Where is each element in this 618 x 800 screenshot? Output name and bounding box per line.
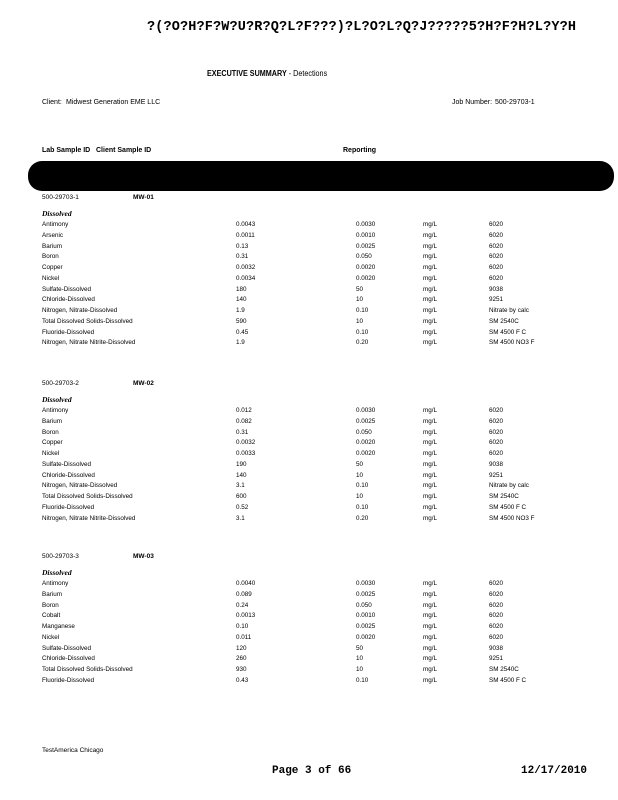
analyte-cell: Nitrogen, Nitrate Nitrite-Dissolved — [42, 514, 136, 522]
sample-group-label: Dissolved — [42, 209, 72, 218]
result-cell: 0.0032 — [236, 439, 256, 447]
result-cell: 0.0011 — [236, 231, 255, 239]
units-cell: mg/L — [423, 503, 437, 511]
client-name: Midwest Generation EME LLC — [66, 99, 161, 106]
analyte-cell: Manganese — [42, 623, 75, 630]
table-row — [0, 601, 618, 612]
units-cell: mg/L — [423, 439, 437, 447]
result-cell: 260 — [236, 655, 247, 663]
units-cell: mg/L — [423, 339, 437, 347]
reporting-limit-cell: 0.050 — [356, 253, 372, 261]
analyte-cell: Nickel — [42, 274, 60, 282]
method-cell: 6020 — [489, 633, 504, 641]
reporting-limit-cell: 0.0020 — [356, 274, 376, 282]
analyte-cell: Nitrogen, Nitrate Nitrite-Dissolved — [42, 339, 136, 347]
method-cell: SM 4500 NO3 F — [489, 514, 535, 522]
analyte-cell: Antimony — [42, 221, 69, 228]
result-cell: 0.24 — [236, 601, 249, 609]
table-row — [0, 274, 618, 285]
result-cell: 0.31 — [236, 428, 249, 436]
table-row — [0, 417, 618, 428]
method-cell: Nitrate by calc — [489, 307, 529, 314]
analyte-cell: Cobalt — [42, 612, 61, 620]
units-cell: mg/L — [423, 328, 437, 336]
sample-lab-id: 500-29703-3 — [42, 553, 79, 560]
table-row — [0, 471, 618, 482]
units-cell: mg/L — [423, 601, 437, 609]
method-cell: SM 4500 NO3 F — [489, 339, 535, 347]
table-row — [0, 242, 618, 253]
units-cell: mg/L — [423, 623, 437, 630]
table-row — [0, 503, 618, 514]
result-cell: 0.011 — [236, 633, 252, 641]
method-cell: 6020 — [489, 439, 504, 447]
reporting-limit-cell: 0.0025 — [356, 417, 376, 425]
result-cell: 930 — [236, 666, 247, 673]
client-label: Client: — [42, 99, 62, 106]
analyte-cell: Boron — [42, 428, 59, 436]
table-row — [0, 338, 618, 349]
reporting-limit-cell: 10 — [356, 471, 364, 479]
units-cell: mg/L — [423, 590, 437, 598]
analyte-cell: Boron — [42, 601, 59, 609]
analyte-cell: Total Dissolved Solids-Dissolved — [42, 317, 133, 325]
method-cell: 6020 — [489, 407, 504, 414]
units-cell: mg/L — [423, 580, 437, 587]
method-cell: SM 4500 F C — [489, 503, 527, 511]
method-cell: 6020 — [489, 417, 504, 425]
analyte-cell: Chloride-Dissolved — [42, 471, 95, 479]
result-cell: 600 — [236, 493, 247, 500]
result-cell: 0.13 — [236, 242, 249, 250]
footer-date: 12/17/2010 — [521, 765, 588, 777]
units-cell: mg/L — [423, 307, 437, 314]
reporting-limit-cell: 50 — [356, 644, 364, 652]
table-row — [0, 622, 618, 633]
units-cell: mg/L — [423, 428, 437, 436]
reporting-limit-cell: 0.0020 — [356, 633, 376, 641]
units-cell: mg/L — [423, 317, 437, 325]
method-cell: 6020 — [489, 623, 504, 630]
units-cell: mg/L — [423, 612, 437, 620]
units-cell: mg/L — [423, 417, 437, 425]
table-row — [0, 492, 618, 503]
method-cell: SM 2540C — [489, 666, 519, 673]
table-row — [0, 428, 618, 439]
result-cell: 140 — [236, 296, 247, 304]
table-row — [0, 328, 618, 339]
method-cell: SM 2540C — [489, 493, 519, 500]
reporting-limit-cell: 10 — [356, 666, 364, 673]
method-cell: SM 2540C — [489, 317, 519, 325]
method-cell: 6020 — [489, 612, 504, 620]
units-cell: mg/L — [423, 676, 437, 684]
result-cell: 0.089 — [236, 590, 252, 598]
job-number-label: Job Number: — [452, 99, 493, 106]
result-cell: 0.0043 — [236, 221, 256, 228]
redaction-bar — [28, 161, 614, 191]
units-cell: mg/L — [423, 493, 437, 500]
method-cell: SM 4500 F C — [489, 676, 527, 684]
reporting-limit-cell: 0.0025 — [356, 623, 376, 630]
report-title-rest: - Detections — [286, 69, 328, 78]
reporting-limit-cell: 10 — [356, 317, 364, 325]
reporting-limit-cell: 0.0030 — [356, 580, 376, 587]
analyte-cell: Sulfate-Dissolved — [42, 460, 91, 468]
analyte-cell: Boron — [42, 253, 59, 261]
reporting-limit-cell: 0.0025 — [356, 242, 376, 250]
reporting-limit-cell: 0.10 — [356, 482, 369, 490]
analyte-cell: Chloride-Dissolved — [42, 296, 95, 304]
column-header-client-sample-id: Client Sample ID — [96, 147, 152, 154]
result-cell: 0.10 — [236, 623, 249, 630]
method-cell: SM 4500 F C — [489, 328, 527, 336]
analyte-cell: Fluoride-Dissolved — [42, 503, 95, 511]
result-cell: 0.52 — [236, 503, 249, 511]
table-row — [0, 295, 618, 306]
result-cell: 3.1 — [236, 482, 245, 490]
units-cell: mg/L — [423, 655, 437, 663]
reporting-limit-cell: 50 — [356, 460, 364, 468]
method-cell: 6020 — [489, 580, 504, 587]
units-cell: mg/L — [423, 407, 437, 414]
reporting-limit-cell: 0.0010 — [356, 612, 376, 620]
report-title-bold: EXECUTIVE SUMMARY — [207, 69, 287, 78]
analyte-cell: Nickel — [42, 633, 60, 641]
reporting-limit-cell: 0.0025 — [356, 590, 376, 598]
units-cell: mg/L — [423, 514, 437, 522]
reporting-limit-cell: 0.0010 — [356, 231, 376, 239]
method-cell: 6020 — [489, 253, 504, 261]
method-cell: 6020 — [489, 242, 504, 250]
column-header-lab-sample-id: Lab Sample ID — [42, 147, 91, 154]
reporting-limit-cell: 0.20 — [356, 339, 369, 347]
units-cell: mg/L — [423, 460, 437, 468]
job-number: 500-29703-1 — [495, 99, 535, 106]
table-row — [0, 633, 618, 644]
units-cell: mg/L — [423, 264, 437, 271]
reporting-limit-cell: 0.0030 — [356, 407, 376, 414]
result-cell: 1.9 — [236, 339, 245, 347]
reporting-limit-cell: 0.0020 — [356, 439, 376, 447]
units-cell: mg/L — [423, 221, 437, 228]
units-cell: mg/L — [423, 231, 437, 239]
sample-lab-id: 500-29703-2 — [42, 380, 79, 387]
analyte-cell: Arsenic — [42, 231, 63, 239]
table-row — [0, 676, 618, 687]
result-cell: 0.012 — [236, 407, 252, 414]
table-row — [0, 590, 618, 601]
sample-group-label: Dissolved — [42, 395, 72, 404]
table-row — [0, 317, 618, 328]
reporting-limit-cell: 0.050 — [356, 601, 372, 609]
reporting-limit-cell: 0.0030 — [356, 221, 376, 228]
result-cell: 0.0013 — [236, 612, 256, 620]
table-row — [0, 665, 618, 676]
analyte-cell: Sulfate-Dissolved — [42, 285, 91, 293]
units-cell: mg/L — [423, 471, 437, 479]
analyte-cell: Antimony — [42, 407, 69, 414]
analyte-cell: Chloride-Dissolved — [42, 655, 95, 663]
analyte-cell: Fluoride-Dissolved — [42, 328, 95, 336]
table-row — [0, 611, 618, 622]
analyte-cell: Nitrogen, Nitrate-Dissolved — [42, 482, 118, 490]
table-row — [0, 579, 618, 590]
reporting-limit-cell: 0.050 — [356, 428, 372, 436]
result-cell: 0.0032 — [236, 264, 256, 271]
report-title — [207, 69, 327, 78]
method-cell: 6020 — [489, 231, 504, 239]
result-cell: 120 — [236, 644, 247, 652]
result-cell: 1.9 — [236, 307, 245, 314]
method-cell: 6020 — [489, 428, 504, 436]
method-cell: 6020 — [489, 274, 504, 282]
analyte-cell: Nitrogen, Nitrate-Dissolved — [42, 307, 118, 314]
result-cell: 0.31 — [236, 253, 249, 261]
analyte-cell: Antimony — [42, 580, 69, 587]
document-header-code: ?(?O?H?F?W?U?R?Q?L?F???)?L?O?L?Q?J?????5?H?F?H?L?Y?H — [147, 20, 577, 35]
analyte-cell: Nickel — [42, 450, 60, 457]
table-row — [0, 449, 618, 460]
sample-group-label: Dissolved — [42, 568, 72, 577]
reporting-limit-cell: 0.0020 — [356, 450, 376, 457]
reporting-limit-cell: 0.10 — [356, 503, 369, 511]
method-cell: 6020 — [489, 221, 504, 228]
analyte-cell: Copper — [42, 264, 63, 271]
footer-lab-name: TestAmerica Chicago — [42, 747, 104, 754]
table-row — [0, 460, 618, 471]
method-cell: 6020 — [489, 601, 504, 609]
result-cell: 0.082 — [236, 417, 252, 425]
result-cell: 0.0040 — [236, 580, 256, 587]
method-cell: Nitrate by calc — [489, 482, 529, 490]
units-cell: mg/L — [423, 666, 437, 673]
reporting-limit-cell: 10 — [356, 493, 364, 500]
analyte-cell: Barium — [42, 590, 62, 598]
reporting-limit-cell: 0.10 — [356, 676, 369, 684]
table-row — [0, 438, 618, 449]
reporting-limit-cell: 50 — [356, 285, 364, 293]
table-row — [0, 220, 618, 231]
units-cell: mg/L — [423, 285, 437, 293]
units-cell: mg/L — [423, 274, 437, 282]
table-row — [0, 285, 618, 296]
result-cell: 0.0034 — [236, 274, 256, 282]
result-cell: 180 — [236, 285, 247, 293]
sample-client-id: MW-03 — [133, 553, 154, 560]
reporting-limit-cell: 0.20 — [356, 514, 369, 522]
units-cell: mg/L — [423, 482, 437, 490]
table-row — [0, 231, 618, 242]
reporting-limit-cell: 0.10 — [356, 328, 369, 336]
reporting-limit-cell: 0.10 — [356, 307, 369, 314]
method-cell: 9038 — [489, 460, 504, 468]
table-row — [0, 644, 618, 655]
table-row — [0, 263, 618, 274]
result-cell: 590 — [236, 317, 247, 325]
analyte-cell: Total Dissolved Solids-Dissolved — [42, 666, 133, 673]
method-cell: 6020 — [489, 264, 504, 271]
analyte-cell: Barium — [42, 242, 62, 250]
table-row — [0, 306, 618, 317]
method-cell: 6020 — [489, 590, 504, 598]
analyte-cell: Copper — [42, 439, 63, 447]
sample-client-id: MW-02 — [133, 380, 154, 387]
units-cell: mg/L — [423, 633, 437, 641]
result-cell: 0.43 — [236, 676, 249, 684]
table-row — [0, 481, 618, 492]
units-cell: mg/L — [423, 450, 437, 457]
table-row — [0, 252, 618, 263]
method-cell: 9038 — [489, 285, 504, 293]
units-cell: mg/L — [423, 644, 437, 652]
analyte-cell: Sulfate-Dissolved — [42, 644, 91, 652]
units-cell: mg/L — [423, 242, 437, 250]
result-cell: 0.0033 — [236, 450, 256, 457]
result-cell: 190 — [236, 460, 247, 468]
method-cell: 6020 — [489, 450, 504, 457]
method-cell: 9251 — [489, 296, 504, 304]
method-cell: 9251 — [489, 471, 504, 479]
result-cell: 0.45 — [236, 328, 249, 336]
table-row — [0, 654, 618, 665]
sample-lab-id: 500-29703-1 — [42, 194, 79, 201]
analyte-cell: Total Dissolved Solids-Dissolved — [42, 493, 133, 500]
result-cell: 140 — [236, 471, 247, 479]
reporting-limit-cell: 10 — [356, 296, 364, 304]
table-row — [0, 406, 618, 417]
footer-page-number: Page 3 of 66 — [272, 765, 352, 777]
result-cell: 3.1 — [236, 514, 245, 522]
column-header-reporting: Reporting — [343, 147, 377, 154]
analyte-cell: Fluoride-Dissolved — [42, 676, 95, 684]
method-cell: 9038 — [489, 644, 504, 652]
reporting-limit-cell: 10 — [356, 655, 364, 663]
method-cell: 9251 — [489, 655, 504, 663]
units-cell: mg/L — [423, 296, 437, 304]
sample-client-id: MW-01 — [133, 194, 154, 201]
reporting-limit-cell: 0.0020 — [356, 264, 376, 271]
units-cell: mg/L — [423, 253, 437, 261]
analyte-cell: Barium — [42, 417, 62, 425]
table-row — [0, 514, 618, 525]
